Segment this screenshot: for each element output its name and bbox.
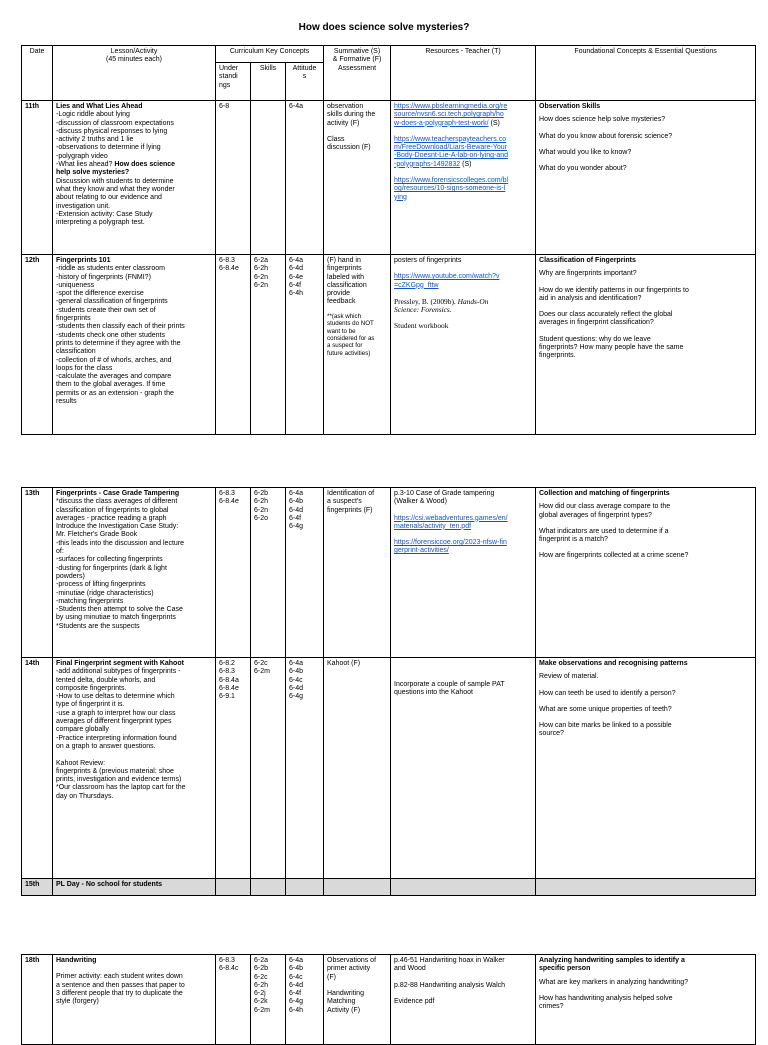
understandings-cell: 6-8.3 6-8.4c	[216, 955, 251, 1045]
resource-text: p.3-10 Case of Grade tampering (Walker & Wood)	[394, 490, 495, 506]
essential-question: What do you wonder about?	[539, 165, 627, 173]
lesson-title: Handwriting	[56, 957, 97, 964]
header-skills: Skills	[251, 63, 286, 101]
resource-note: (S)	[488, 119, 500, 127]
assessment-cell	[324, 255, 391, 435]
foundational-cell	[536, 101, 756, 255]
attitudes-cell: 6-4a	[286, 101, 324, 255]
concept-heading: Observation Skills	[539, 103, 601, 110]
essential-question: Review of material.	[539, 673, 599, 681]
table-row	[22, 658, 756, 879]
resources-cell	[391, 255, 536, 435]
row-date: 12th	[22, 255, 53, 435]
lesson-highlight: How does science help solve mysteries?	[56, 161, 176, 177]
header-lesson: Lesson/Activity (45 minutes each)	[53, 46, 216, 101]
concept-heading: Classification of Fingerprints	[539, 257, 636, 264]
attitudes-cell: 6-4a 6-4b 6-4d 6-4f 6-4g	[286, 488, 324, 658]
lesson-title: Fingerprints - Case Grade Tampering	[56, 490, 180, 497]
essential-question: How has handwriting analysis helped solve crimes?	[539, 994, 673, 1011]
resource-text: p.46-51 Handwriting hoax in Walker and Wood	[394, 957, 505, 973]
empty-cell	[536, 879, 756, 896]
foundational-cell	[536, 488, 756, 658]
table-row	[22, 255, 756, 435]
essential-question: How can teeth be used to identify a person?	[539, 689, 676, 697]
essential-question: How can bite marks be linked to a possible source?	[539, 722, 672, 738]
resource-text: p.82-88 Handwriting analysis Walch	[394, 981, 506, 989]
resources-cell	[391, 488, 536, 658]
essential-question: What are key markers in analyzing handwriting?	[539, 978, 689, 986]
resource-text: posters of fingerprints	[394, 257, 462, 264]
header-date: Date	[22, 46, 53, 101]
header-understandings: Under standi ngs	[216, 63, 251, 101]
essential-question: How do we identify patterns in our fingerprints to aid in analysis and identification?	[539, 286, 689, 302]
resource-text: Evidence pdf	[394, 997, 435, 1005]
resource-link[interactable]: https://www.youtube.com/watch?v =cZKGpg_fttw	[394, 273, 500, 289]
understandings-cell: 6-8	[216, 101, 251, 255]
essential-question: What are some unique properties of teeth?	[539, 705, 672, 713]
resource-link[interactable]: https://www.pbslearningmedia.org/re source/nvsn6.sci.tech.polygraph/ho w-does-a-polygraph-test-work/	[394, 103, 508, 127]
resource-citation	[394, 298, 532, 315]
table-row	[22, 955, 756, 1045]
row-date: 13th	[22, 488, 53, 658]
concept-heading: Make observations and recognising patterns	[539, 660, 688, 667]
lesson-text: *discuss the class averages of different classification of fingerprints to global averages - practice reading a graph Introduce the Investigation Case Study: Mr. Fletcher's Grade Book -this leads into the discussion and lecture of: -surfaces for collecting fingerprints -dusting for fingerprints (dark & light powders) -process of lifting fingerprints -minutiae (ridge characteristics) -matching fingerprints -Students then attempt to solve the Case by using minutiae to match fingerprints *Students are the suspects	[56, 498, 185, 630]
citation-author: Pressley, B. (2009b).	[394, 296, 458, 306]
assessment-cell: observation skills during the activity (F) Class discussion (F)	[324, 101, 391, 255]
foundational-cell	[536, 255, 756, 435]
lesson-text: Discussion with students to determine what they know and what they wonder about relating to our evidence and investigation unit. -Extension activity: Case Study interpreting a polygraph test.	[56, 177, 175, 227]
resource-link[interactable]: https://www.teacherspayteachers.co m/FreeDownload/Liars-Beware-Your -Body-Doesnt-Lie-A-lab-on-lying-and -polygraphs-1492832	[394, 135, 509, 168]
resources-cell	[391, 955, 536, 1045]
page-title: How does science solve mysteries?	[298, 22, 470, 33]
assessment-cell: Observations of primer activity (F) Handwriting Matching Activity (F)	[324, 955, 391, 1045]
empty-cell	[324, 879, 391, 896]
skills-cell: 6-2c 6-2m	[251, 658, 286, 879]
lesson-cell	[53, 955, 216, 1045]
essential-question: What indicators are used to determine if a fingerprint is a match?	[539, 527, 669, 544]
header-foundational: Foundational Concepts & Essential Questions	[536, 46, 756, 101]
essential-question: How are fingerprints collected at a crime scene?	[539, 552, 689, 560]
header-resources: Resources - Teacher (T)	[391, 46, 536, 101]
essential-question: What would you like to know?	[539, 148, 632, 156]
lesson-title: PL Day - No school for students	[53, 879, 216, 896]
row-date: 18th	[22, 955, 53, 1045]
lesson-text: -Logic riddle about lying -discussion of classroom expectations -discuss physical responses to lying -activity 2 truths and 1 lie -observations to determine if lying -polygraph video -What lies ahead?	[56, 111, 174, 169]
essential-question: What do you know about forensic science?	[539, 132, 673, 140]
skills-cell: 6-2b 6-2h 6-2n 6-2o	[251, 488, 286, 658]
concept-heading: Collection and matching of fingerprints	[539, 490, 670, 497]
assessment-cell: Kahoot (F)	[324, 658, 391, 879]
empty-cell	[391, 879, 536, 896]
lesson-table-3	[21, 954, 756, 1045]
row-date: 11th	[22, 101, 53, 255]
lesson-table-2	[21, 487, 756, 896]
table-row	[22, 488, 756, 658]
understandings-cell: 6-8.3 6-8.4e	[216, 488, 251, 658]
header-curriculum: Curriculum Key Concepts	[216, 46, 324, 63]
essential-question: How does science help solve mysteries?	[539, 116, 666, 124]
citation-title: Hands-On Science: Forensics.	[394, 296, 489, 315]
attitudes-cell: 6-4a 6-4d 6-4e 6-4f 6-4h	[286, 255, 324, 435]
row-date: 15th	[22, 879, 53, 896]
foundational-cell	[536, 955, 756, 1045]
essential-question: How did our class average compare to the global averages of fingerprint types?	[539, 503, 671, 519]
lesson-text: -add additional subtypes of fingerprints - tented delta, double whorls, and composite fingerprints. -How to use deltas to determine which type of fingerprint it is. -use a graph to interpret how our class averages of different fingerprint types compare globally -Practice interpreting information found on a graph to answer questions. Kahoot Review: fingerprints & (previous material: shoe prints, investigation and evidence terms) *Our classroom has the laptop cart for the day on Thursdays.	[56, 668, 186, 800]
resource-link[interactable]: https://csi.webadventures.games/en/ materials/activity_ten.pdf	[394, 514, 508, 530]
lesson-cell	[53, 658, 216, 879]
lesson-cell	[53, 488, 216, 658]
foundational-cell	[536, 658, 756, 879]
row-date: 14th	[22, 658, 53, 879]
lesson-text: Primer activity: each student writes down a sentence and then passes that paper to 3 different people that try to duplicate the style (forgery)	[56, 973, 185, 1006]
lesson-text: -riddle as students enter classroom -history of fingerprints (FNMI?) -uniqueness -spot the difference exercise -general classification of fingerprints -students create their own set of fingerprints -students then classify each of their prints -students check one other students prints to determine if they agree with the classification -collection of # of whorls, arches, and loops for the class -calculate the averages and compare them to the global averages. If time permits or as an extension - graph the results	[56, 265, 185, 406]
resource-text: Student workbook	[394, 321, 449, 331]
empty-cell	[216, 879, 251, 896]
header-attitudes: Attitude s	[286, 63, 324, 101]
understandings-cell: 6-8.3 6-8.4e	[216, 255, 251, 435]
attitudes-cell: 6-4a 6-4b 6-4c 6-4d 6-4f 6-4g 6-4h	[286, 955, 324, 1045]
essential-question: Why are fingerprints important?	[539, 270, 637, 278]
resource-link[interactable]: https://www.forensicscolleges.com/bl og/resources/10-signs-someone-is-l ying	[394, 177, 509, 201]
concept-heading: Analyzing handwriting samples to identify a specific person	[539, 957, 685, 973]
resource-text: Incorporate a couple of sample PAT questions into the Kahoot	[394, 681, 505, 697]
resources-cell	[391, 658, 536, 879]
header-assessment: Summative (S) & Formative (F) Assessment	[324, 46, 391, 101]
assessment-cell: Identification of a suspect's fingerprints (F)	[324, 488, 391, 658]
lesson-table-1	[21, 45, 756, 435]
attitudes-cell: 6-4a 6-4b 6-4c 6-4d 6-4g	[286, 658, 324, 879]
empty-cell	[251, 879, 286, 896]
lesson-title: Final Fingerprint segment with Kahoot	[56, 660, 184, 667]
assessment-text: (F) hand in fingerprints labeled with classification provide feedback	[327, 257, 367, 306]
essential-question: Student questions: why do we leave fingerprints? How many people have the same fingerprints.	[539, 335, 684, 360]
skills-cell	[251, 101, 286, 255]
empty-cell	[286, 879, 324, 896]
skills-cell: 6-2a 6-2h 6-2n 6-2n	[251, 255, 286, 435]
essential-question: Does our class accurately reflect the global averages in fingerprint classification?	[539, 311, 673, 327]
lesson-title: Fingerprints 101	[56, 257, 111, 264]
assessment-note: **(ask which students do NOT want to be considered for as a suspect for future activities)	[327, 312, 375, 357]
lesson-title: Lies and What Lies Ahead	[56, 103, 143, 110]
lesson-cell	[53, 101, 216, 255]
resources-cell	[391, 101, 536, 255]
table-row	[22, 101, 756, 255]
table-row	[22, 879, 756, 896]
resource-note: (S)	[460, 160, 472, 168]
understandings-cell: 6-8.2 6-8.3 6-8.4a 6-8.4e 6-9.1	[216, 658, 251, 879]
lesson-cell	[53, 255, 216, 435]
skills-cell: 6-2a 6-2b 6-2c 6-2h 6-2j 6-2k 6-2m	[251, 955, 286, 1045]
resource-link[interactable]: https://forensiccoe.org/2023-nfsw-fin gerprint-activities/	[394, 539, 507, 555]
